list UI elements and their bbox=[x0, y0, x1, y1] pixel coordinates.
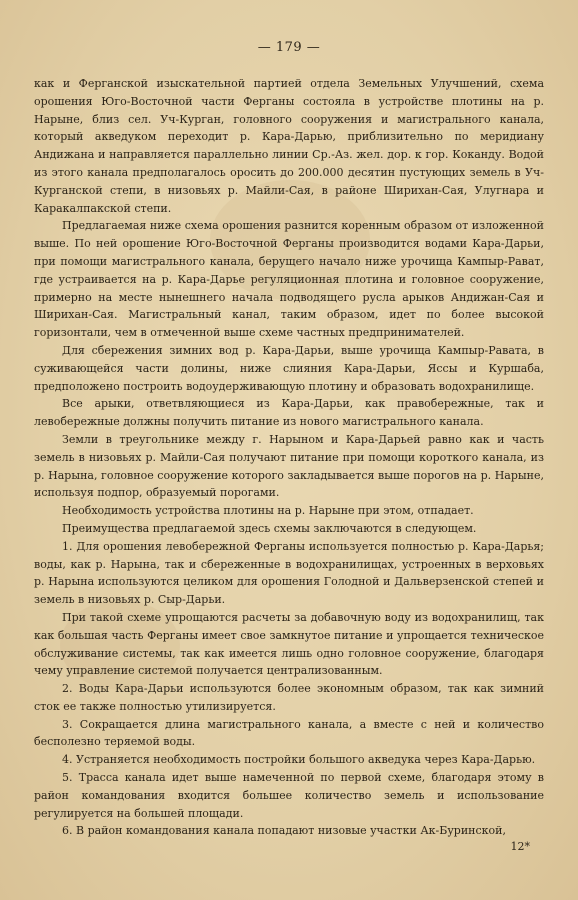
paragraph: Преимущества предлагаемой здесь схемы заключаются в следующем. bbox=[62, 521, 477, 535]
paragraph: Для сбережения зимних вод р. Кара-Дарьи, выше урочища Кампыр-Равата, в суживающейся части долины, ниже слияния Кара-Дарьи, Яссы и Куршаба, предположено построить водоудерживающую плотину и образовать водохранилище. bbox=[34, 343, 544, 393]
paragraph: 4. Устраняется необходимость постройки большого акведука через Кара-Дарью. bbox=[62, 753, 536, 767]
paragraph: 1. Для орошения левобережной Ферганы используется полностью р. Кара-Дарья; воды, как р. Нарына, так и сбереженные в водохранилищах, устроенных в верховьях р. Нарына используются целиком для орошения Голодной и Дальверзенской степей и земель в низовьях р. Сыр-Дарьи. bbox=[34, 539, 544, 607]
paragraph: Все арыки, ответвляющиеся из Кара-Дарьи, как правобережные, так и левобережные должны получить питание из нового магистрального канала. bbox=[34, 397, 544, 429]
paragraph: как и Ферганской изыскательной партией отдела Земельных Улучшений, схема орошения Юго-Восточной части Ферганы состояла в устройстве плотины на р. Нарыне, близ сел. Уч-Курган, головного сооружения и магистрального канала, который акведуком переходит р. Кара-Дарью, приблизительно по меридиану Андижана и направляется параллельно линии Ср.-Аз. жел. дор. к гор. Коканду. Водой из этого канала предполагалось оросить до 200.000 десятин пустующих земель в Уч-Курганской степи, в низовьях р. Майли-Сая, в районе Ширихан-Сая, Улугнара и Каракалпакской степи. bbox=[34, 77, 544, 215]
paragraph: 2. Воды Кара-Дарьи используются более экономным образом, так как зимний сток ее также полностью утилизируется. bbox=[34, 682, 544, 713]
paragraph: Необходимость устройства плотины на р. Нарыне при этом, отпадает. bbox=[62, 504, 474, 518]
paragraph: 6. В район командования канала попадают низовые участки Ак-Буринской, bbox=[62, 824, 507, 838]
page-number: — 179 — bbox=[257, 40, 321, 55]
paragraph: Земли в треугольнике между г. Нарыном и Кара-Дарьей равно как и часть земель в низовьях р. Майли-Сая получают питание при помощи короткого канала, из р. Нарына, головное сооружение которого закладывается выше порогов на р. Нарыне, используя подпор, образуемый порогами. bbox=[34, 432, 544, 500]
paragraph: При такой схеме упрощаются расчеты за добавочную воду из водохранилищ, так как большая часть Ферганы имеет свое замкнутое питание и упрощается техническое обслуживание системы, так как имеется лишь одно головное сооружение, благодаря чему управление системой получается централизованным. bbox=[34, 610, 544, 678]
paragraph: Предлагаемая ниже схема орошения разнится коренным образом от изложенной выше. По ней орошение Юго-Восточной Ферганы производится водами Кара-Дарьи, при помощи магистрального канала, берущего начало ниже урочища Кампыр-Рават, где устраивается на р. Кара-Дарье регуляционная плотина и головное сооружение, примерно на месте нынешнего начала подводящего русла арыков Андижан-Сая и Ширихан-Сая. Магистральный канал, таким образом, идет по более высокой горизонтали, чем в отмеченной выше схеме частных предпринимателей. bbox=[34, 219, 544, 340]
signature-mark: 12* bbox=[510, 840, 530, 853]
paragraph: 5. Трасса канала идет выше намеченной по первой схеме, благодаря этому в район командования входится большее количество земель и использование регулируется на большей площади. bbox=[34, 771, 544, 820]
paragraph: 3. Сокращается длина магистрального канала, а вместе с ней и количество бесполезно теряемой воды. bbox=[34, 717, 544, 749]
text-body bbox=[34, 75, 544, 840]
